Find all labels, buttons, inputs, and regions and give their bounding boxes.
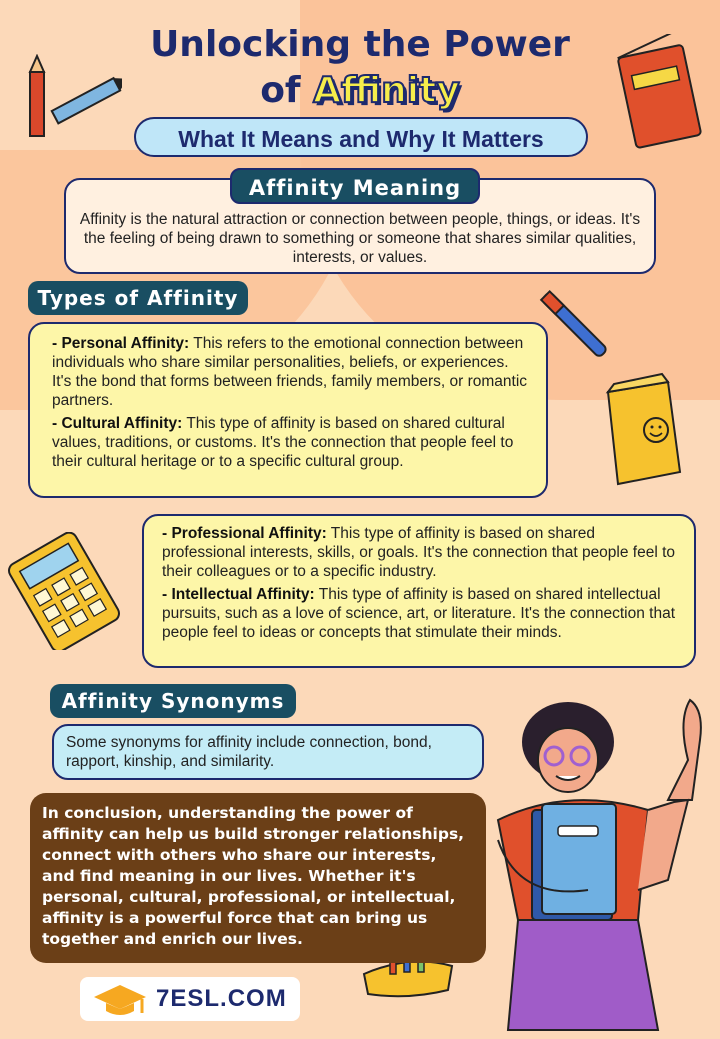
type-label: - Cultural Affinity: — [52, 415, 183, 432]
synonyms-box — [52, 724, 484, 780]
type-text: This type of affinity is based on shared professional interests, skills, or goals. It's the connection that people feel to their colleagues or to a specific industry. — [162, 525, 676, 580]
type-item-cultural — [52, 414, 532, 471]
paper-bag-icon — [598, 372, 686, 490]
synonyms-text: Some synonyms for affinity include connection, bond, rapport, kinship, and similarity. — [66, 734, 432, 770]
type-label: - Personal Affinity: — [52, 335, 190, 352]
page-title-prefix: of — [260, 70, 314, 111]
type-text: This refers to the emotional connection between individuals who share similar personalities, beliefs, or experiences. It's the bond that forms between friends, family members, or romantic partners. — [52, 335, 528, 409]
type-label: - Professional Affinity: — [162, 525, 327, 542]
girl-with-book-illustration — [478, 690, 710, 1035]
conclusion-box — [30, 793, 486, 963]
type-item-intellectual — [162, 585, 680, 642]
logo — [80, 977, 300, 1021]
synonyms-heading: Affinity Synonyms — [50, 684, 296, 718]
type-item-personal — [52, 334, 532, 410]
meaning-heading: Affinity Meaning — [230, 168, 480, 204]
page-title-line2 — [0, 70, 720, 111]
calculator-icon — [6, 532, 124, 650]
conclusion-text: In conclusion, understanding the power of affinity can help us build stronger relationships, connect with others who share our interests, and find meaning in our lives. Whether it's personal, cultural, professional, or intellectual, affinity is a powerful force that can bring us together and enrich our lives. — [42, 804, 465, 948]
graduation-cap-icon — [92, 983, 148, 1017]
page-title-highlight: Affinity — [313, 70, 460, 111]
type-text: This type of affinity is based on shared intellectual pursuits, such as a love of science, art, or literature. It's the connection that people feel to ideas or concepts that stimulate their minds. — [162, 586, 675, 641]
types-heading: Types of Affinity — [28, 281, 248, 315]
logo-text: 7ESL.COM — [156, 985, 287, 1012]
types-box-1 — [28, 322, 548, 498]
subtitle-banner: What It Means and Why It Matters — [134, 117, 588, 157]
type-text: This type of affinity is based on shared cultural values, traditions, or customs. It's the connection that people feel to their cultural heritage or to a specific cultural group. — [52, 415, 514, 470]
page-title-line1: Unlocking the Power — [150, 24, 570, 65]
type-item-professional — [162, 524, 680, 581]
meaning-text: Affinity is the natural attraction or connection between people, things, or ideas. It's the feeling of being drawn to something or someone that shares similar qualities, interests, or values. — [79, 211, 641, 266]
types-box-2 — [142, 514, 696, 668]
type-label: - Intellectual Affinity: — [162, 586, 315, 603]
